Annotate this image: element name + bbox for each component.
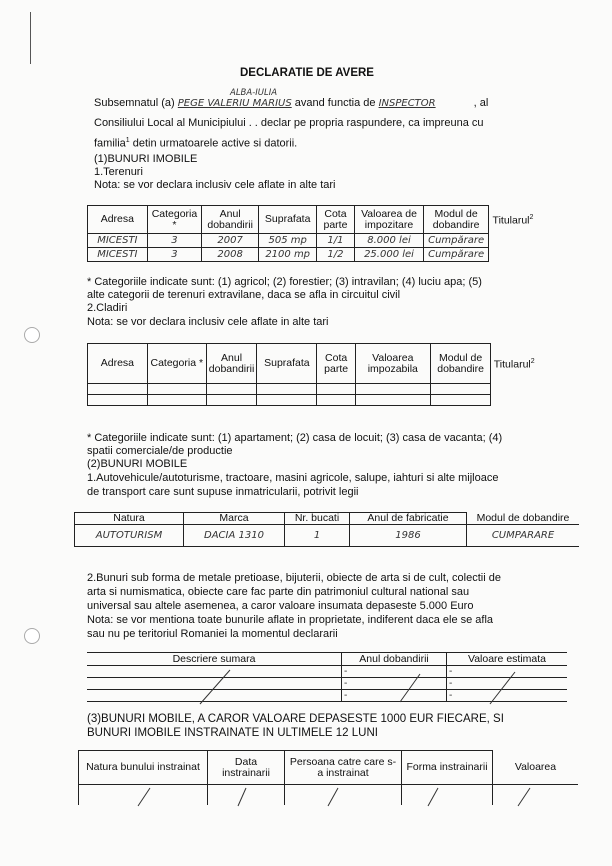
section-1-note-cladiri: Nota: se vor declara inclusiv cele aflate in alte tari (87, 316, 329, 328)
cell: 2100 mp (259, 248, 317, 262)
cell: 2007 (202, 234, 259, 248)
cell: 25.000 lei (354, 248, 424, 262)
cell: 3 (147, 248, 201, 262)
section-2-p1-line-2: de transport care sunt supuse inmatricularii, potrivit legii (87, 486, 359, 498)
table-row (88, 384, 538, 395)
col-anul: Anul dobandirii (342, 653, 447, 666)
cell: AUTOTURISM (75, 525, 184, 547)
intro-line-2: Consiliului Local al Municipiului . . declar pe propria raspundere, ca impreuna cu (94, 117, 484, 129)
section-2-p2-line-5: sau nu pe teritoriul Romaniei la momentul declararii (87, 628, 338, 640)
col-anul-fabricatie: Anul de fabricatie (350, 513, 467, 525)
col-forma: Forma instrainarii (402, 751, 493, 785)
categories-cladiri-line-1: * Categoriile indicate sunt: (1) apartament; (2) casa de locuit; (3) casa de vacanta; (4) (87, 432, 503, 444)
cell: 8.000 lei (354, 234, 424, 248)
table-autovehicule (74, 512, 579, 547)
intro-line-3: familia$^1$ detin urmatoarele active si datorii. (94, 137, 298, 150)
cell: - (447, 666, 568, 678)
cell: 2008 (202, 248, 259, 262)
col-valoarea: Valoarea (493, 751, 579, 785)
col-data: Data instrainarii (208, 751, 285, 785)
categories-terenuri-line-1: * Categoriile indicate sunt: (1) agricol; (2) forestier; (3) intravilan; (4) luciu apa; (5) (87, 276, 482, 288)
section-3-title-line-1: (3)BUNURI MOBILE, A CAROR VALOARE DEPASESTE 1000 EUR FIECARE, SI (87, 713, 504, 725)
col-natura: Natura (75, 513, 184, 525)
col-adresa: Adresa (88, 206, 148, 234)
col-natura: Natura bunului instrainat (79, 751, 208, 785)
cell: - (342, 666, 447, 678)
col-modul: Modul de dobandire (424, 206, 489, 234)
col-modul: Modul de dobandire (467, 513, 580, 525)
categories-terenuri-line-2: alte categorii de terenuri extravilane, daca se afla in circuitul civil (87, 289, 401, 301)
col-adresa: Adresa (88, 344, 148, 384)
cell: 505 mp (259, 234, 317, 248)
cell: 1986 (350, 525, 467, 547)
col-titularul: Titularul$^2$ (488, 206, 537, 234)
col-valoare: Valoare estimata (447, 653, 568, 666)
section-1-title: (1)BUNURI IMOBILE (94, 153, 198, 165)
table-row (88, 234, 538, 248)
col-titularul: Titularul$^2$ (491, 344, 537, 384)
col-suprafata: Suprafata (259, 206, 317, 234)
col-cota: Cota parte (317, 206, 354, 234)
punch-hole (24, 628, 40, 644)
col-suprafata: Suprafata (257, 344, 317, 384)
cell (488, 248, 537, 262)
handwritten-function: INSPECTOR (378, 98, 436, 109)
strike-lines-instrainate (78, 784, 578, 808)
col-categoria: Categoria * (147, 344, 206, 384)
table-header-row (88, 206, 538, 234)
cell: Cumpărare (424, 234, 489, 248)
cell: MICESTI (88, 248, 148, 262)
handwritten-city: ALBA-IULIA (230, 88, 278, 98)
section-2-p2-line-2: arta si numismatica, obiecte care fac parte din patrimoniul cultural national sau (87, 586, 470, 598)
cell: 1/2 (317, 248, 354, 262)
section-2-p2-line-3: universal sau altele asemenea, a caror valoare insumata depaseste 5.000 Euro (87, 600, 474, 612)
table-row (88, 248, 538, 262)
col-modul: Modul de dobandire (430, 344, 491, 384)
cell: DACIA 1310 (184, 525, 285, 547)
col-nr-bucati: Nr. bucati (285, 513, 350, 525)
cell: 1 (285, 525, 350, 547)
col-marca: Marca (184, 513, 285, 525)
col-descriere: Descriere sumara (87, 653, 342, 666)
cell: 1/1 (317, 234, 354, 248)
col-valoarea: Valoarea de impozitare (354, 206, 424, 234)
punch-hole (24, 327, 40, 343)
col-anul: Anul dobandirii (206, 344, 257, 384)
section-2-p2-line-1: 2.Bunuri sub forma de metale pretioase, bijuterii, obiecte de arta si de cult, colectii de (87, 572, 501, 584)
section-2-p2-line-4: Nota: se vor mentiona toate bunurile aflate in proprietate, indiferent daca ele se afla (87, 614, 494, 626)
section-3-title-line-2: BUNURI IMOBILE INSTRAINATE IN ULTIMELE 12 LUNI (87, 727, 378, 739)
table-row (88, 395, 538, 406)
cell: - (342, 678, 447, 690)
margin-mark (30, 12, 31, 64)
cell: MICESTI (88, 234, 148, 248)
table-row (75, 525, 580, 547)
cell: - (447, 690, 568, 702)
categories-cladiri-line-2: spatii comerciale/de productie (87, 445, 233, 457)
col-cota: Cota parte (317, 344, 355, 384)
cell (488, 234, 537, 248)
cell: 3 (147, 234, 201, 248)
cell: CUMPARARE (467, 525, 580, 547)
table-terenuri (87, 205, 537, 262)
table-header-row (88, 344, 538, 384)
col-categoria: Categoria * (147, 206, 201, 234)
cell: Cumpărare (424, 248, 489, 262)
table-header-row (79, 751, 579, 785)
document-title: DECLARATIE DE AVERE (240, 67, 374, 79)
table-cladiri (87, 343, 537, 406)
strike-lines (170, 664, 570, 714)
section-2-title: (2)BUNURI MOBILE (87, 458, 188, 470)
table-header-row (75, 513, 580, 525)
intro-line-1: Subsemnatul (a) PEGE VALERIU MARIUS avand functia de INSPECTOR , al (94, 97, 489, 109)
col-valoarea: Valoarea impozabila (355, 344, 430, 384)
section-1-subtitle-cladiri: 2.Cladiri (87, 302, 128, 314)
section-1-note-terenuri: Nota: se vor declara inclusiv cele aflate in alte tari (94, 179, 336, 191)
cell: - (447, 678, 568, 690)
col-persoana: Persoana catre care s-a instrainat (285, 751, 402, 785)
section-1-subtitle-terenuri: 1.Terenuri (94, 166, 143, 178)
section-2-p1-line-1: 1.Autovehicule/autoturisme, tractoare, masini agricole, salupe, iahturi si alte mijloace (87, 472, 499, 484)
col-anul: Anul dobandirii (202, 206, 259, 234)
handwritten-name: PEGE VALERIU MARIUS (177, 98, 292, 109)
cell: - (342, 690, 447, 702)
